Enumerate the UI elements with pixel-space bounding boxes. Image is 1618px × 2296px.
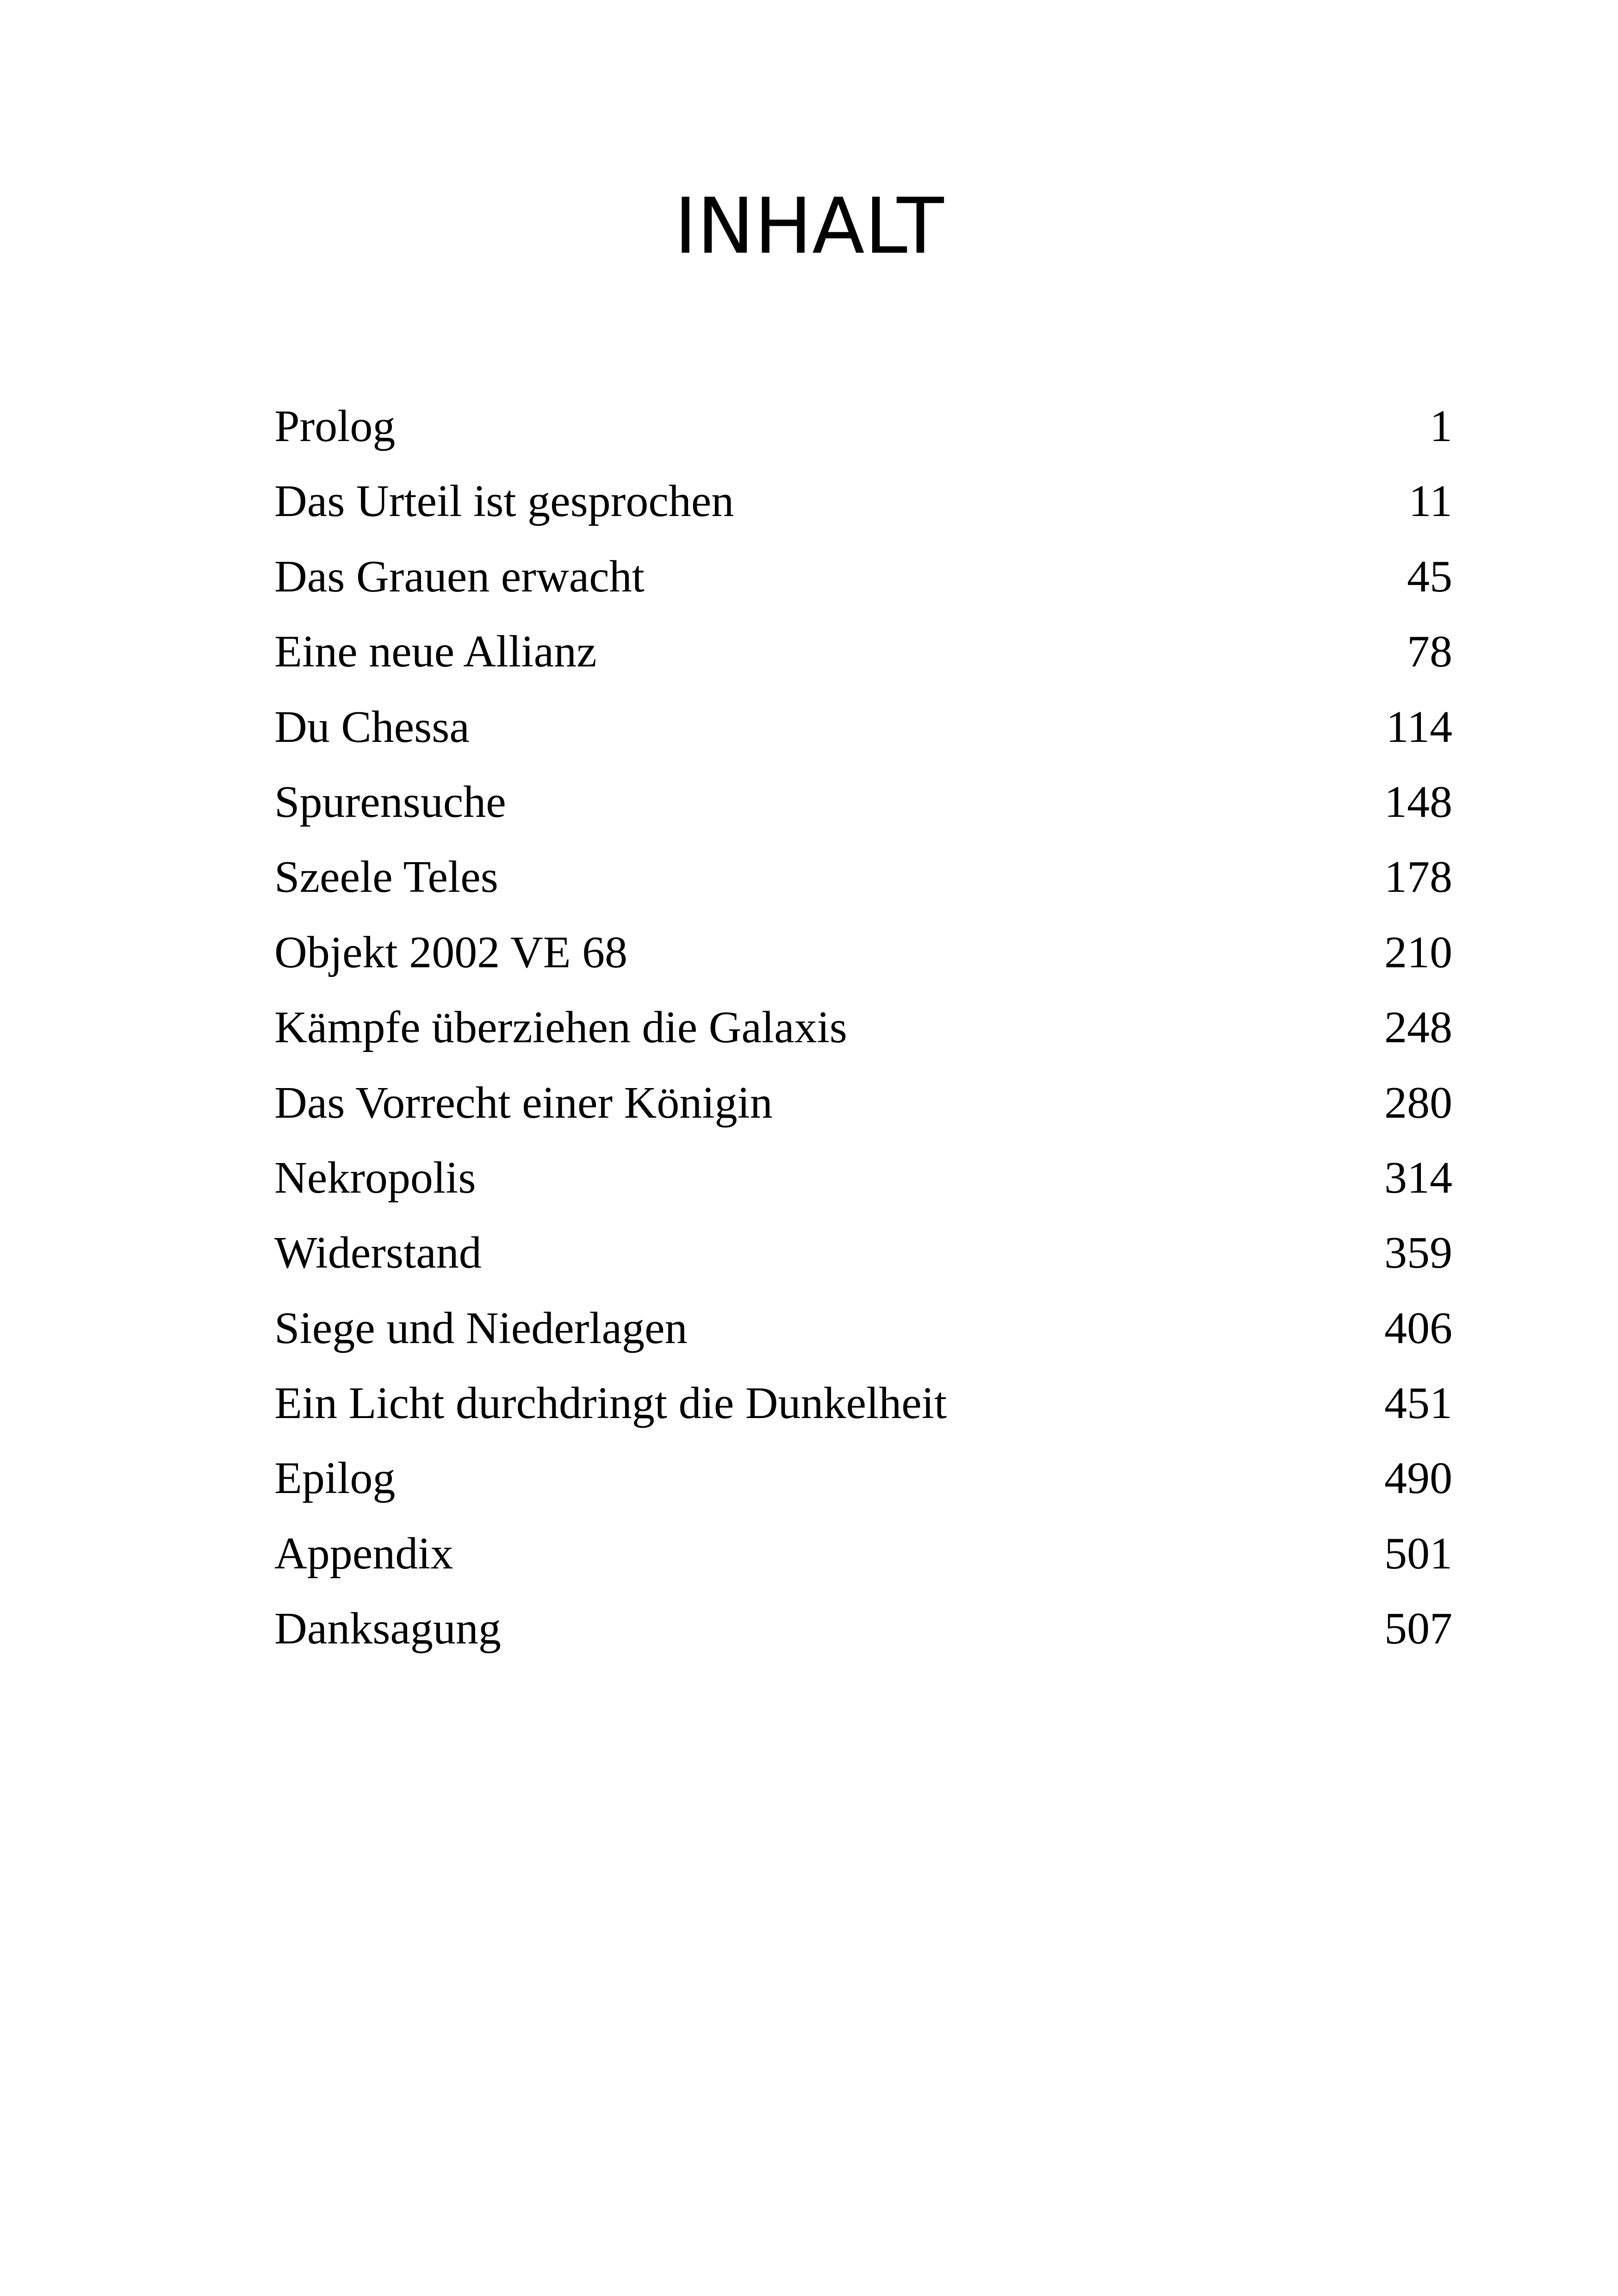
toc-chapter-title: Szeele Teles xyxy=(274,852,498,902)
toc-chapter-title: Objekt 2002 VE 68 xyxy=(274,927,628,977)
toc-entry xyxy=(274,1140,1452,1215)
toc-chapter-title: Siege und Niederlagen xyxy=(274,1303,688,1353)
toc-entry xyxy=(274,1366,1452,1441)
toc-chapter-title: Das Vorrecht einer Königin xyxy=(274,1077,773,1128)
toc-page-number: 78 xyxy=(1407,627,1452,677)
toc-page-number: 490 xyxy=(1384,1453,1452,1504)
toc-entry xyxy=(274,915,1452,990)
toc-page-number: 359 xyxy=(1384,1228,1452,1278)
toc-chapter-title: Kämpfe überziehen die Galaxis xyxy=(274,1002,848,1053)
toc-entry xyxy=(274,389,1452,464)
toc-entry xyxy=(274,840,1452,915)
toc-page-number: 210 xyxy=(1384,927,1452,977)
toc-page-number: 114 xyxy=(1386,702,1452,752)
toc-page-number: 1 xyxy=(1430,401,1452,451)
toc-page-number: 148 xyxy=(1384,777,1452,827)
toc-entry xyxy=(274,539,1452,614)
toc-chapter-title: Eine neue Allianz xyxy=(274,627,597,677)
toc-entry xyxy=(274,1291,1452,1366)
toc-page-number: 280 xyxy=(1384,1077,1452,1128)
toc-chapter-title: Danksagung xyxy=(274,1604,501,1654)
toc-chapter-title: Spurensuche xyxy=(274,777,506,827)
toc-entry xyxy=(274,1065,1452,1140)
toc-page-number: 406 xyxy=(1384,1303,1452,1353)
toc-entry xyxy=(274,464,1452,539)
toc-entry xyxy=(274,765,1452,840)
toc-page-number: 451 xyxy=(1384,1378,1452,1429)
toc-chapter-title: Appendix xyxy=(274,1528,453,1579)
toc-page-number: 507 xyxy=(1384,1604,1452,1654)
toc-page-number: 314 xyxy=(1384,1152,1452,1203)
toc-page-number: 178 xyxy=(1384,852,1452,902)
toc-chapter-title: Ein Licht durchdringt die Dunkelheit xyxy=(274,1378,947,1429)
toc-chapter-title: Widerstand xyxy=(274,1228,482,1278)
toc-page-number: 248 xyxy=(1384,1002,1452,1053)
toc-entry xyxy=(274,990,1452,1065)
toc-chapter-title: Prolog xyxy=(274,401,396,451)
toc-page-number: 501 xyxy=(1384,1528,1452,1579)
toc-entry xyxy=(274,690,1452,765)
toc-chapter-title: Du Chessa xyxy=(274,702,470,752)
toc-chapter-title: Das Urteil ist gesprochen xyxy=(274,476,734,527)
toc-page-number: 45 xyxy=(1407,551,1452,602)
toc-entry xyxy=(274,1516,1452,1591)
toc-chapter-title: Epilog xyxy=(274,1453,396,1504)
toc-entry xyxy=(274,1215,1452,1290)
toc-entry xyxy=(274,614,1452,689)
toc-entry xyxy=(274,1441,1452,1516)
table-of-contents xyxy=(274,389,1452,1667)
page-title: INHALT xyxy=(674,182,944,271)
toc-chapter-title: Das Grauen erwacht xyxy=(274,551,645,602)
toc-entry xyxy=(274,1591,1452,1666)
toc-page-number: 11 xyxy=(1408,476,1452,527)
toc-chapter-title: Nekropolis xyxy=(274,1152,476,1203)
